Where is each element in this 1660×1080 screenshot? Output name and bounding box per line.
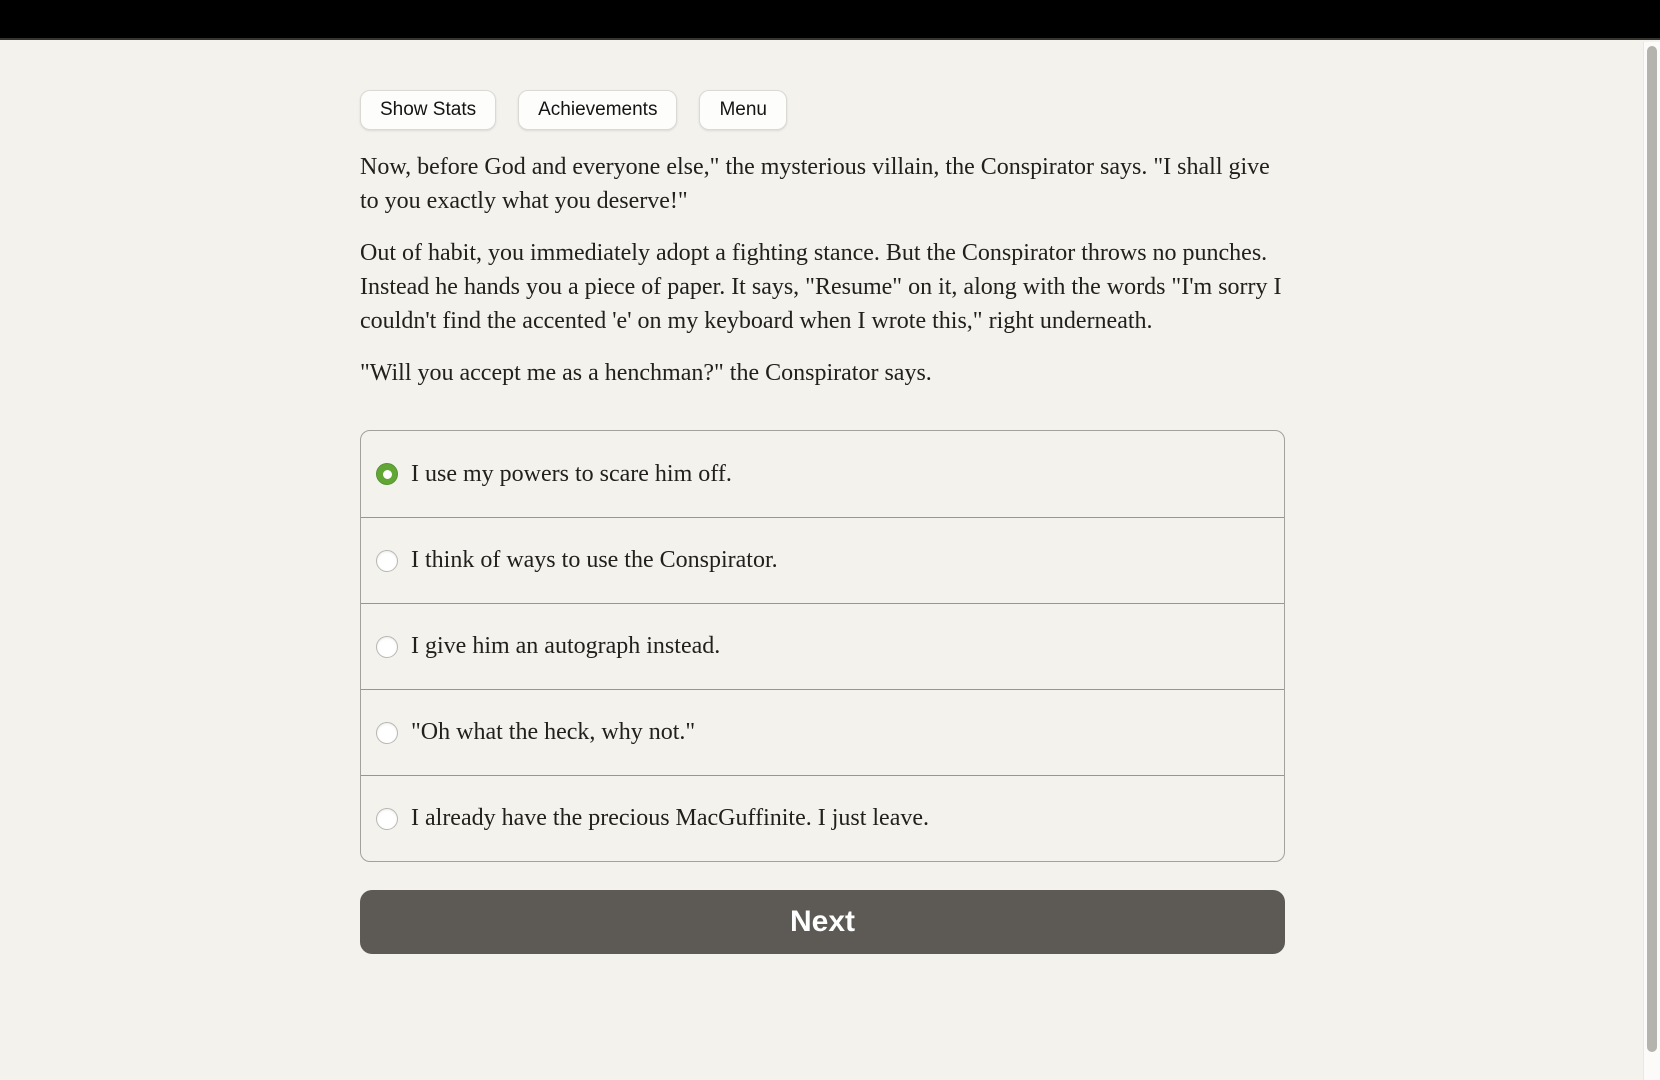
choice-list: [360, 430, 1285, 862]
choice-radio[interactable]: [376, 550, 398, 572]
choice-option[interactable]: [361, 689, 1284, 775]
choice-label: "Oh what the heck, why not.": [411, 719, 696, 745]
story-text: [360, 150, 1285, 390]
choice-option[interactable]: [361, 431, 1284, 517]
choice-radio[interactable]: [376, 636, 398, 658]
story-paragraph: Out of habit, you immediately adopt a fighting stance. But the Conspirator throws no punches. Instead he hands you a piece of paper. It says, "Resume" on it, along with the words "I'm sorry I couldn't find the accented 'e' on my keyboard when I wrote this," right underneath.: [360, 240, 1282, 334]
choice-radio[interactable]: [376, 722, 398, 744]
choice-label: I use my powers to scare him off.: [411, 460, 732, 487]
choice-radio[interactable]: [376, 463, 398, 485]
choice-label: I already have the precious MacGuffinite. I just leave.: [411, 805, 930, 831]
top-black-bar: [0, 0, 1660, 40]
choice-label: I think of ways to use the Conspirator.: [411, 547, 778, 573]
story-paragraph: "Will you accept me as a henchman?" the Conspirator says.: [360, 360, 932, 386]
choice-option[interactable]: [361, 517, 1284, 603]
choice-option[interactable]: [361, 603, 1284, 689]
scrollbar-thumb[interactable]: [1647, 46, 1657, 1052]
toolbar: [360, 90, 1285, 130]
choice-option[interactable]: [361, 775, 1284, 861]
achievements-button[interactable]: Achievements: [518, 90, 677, 130]
show-stats-button[interactable]: Show Stats: [360, 90, 496, 130]
next-button[interactable]: Next: [360, 890, 1285, 954]
game-content: [360, 40, 1285, 954]
menu-button[interactable]: Menu: [699, 90, 787, 130]
scrollbar[interactable]: [1643, 42, 1660, 1080]
story-paragraph: Now, before God and everyone else," the mysterious villain, the Conspirator says. "I shall give to you exactly what you deserve!": [360, 154, 1270, 214]
choice-radio[interactable]: [376, 808, 398, 830]
choice-label: I give him an autograph instead.: [411, 633, 721, 659]
